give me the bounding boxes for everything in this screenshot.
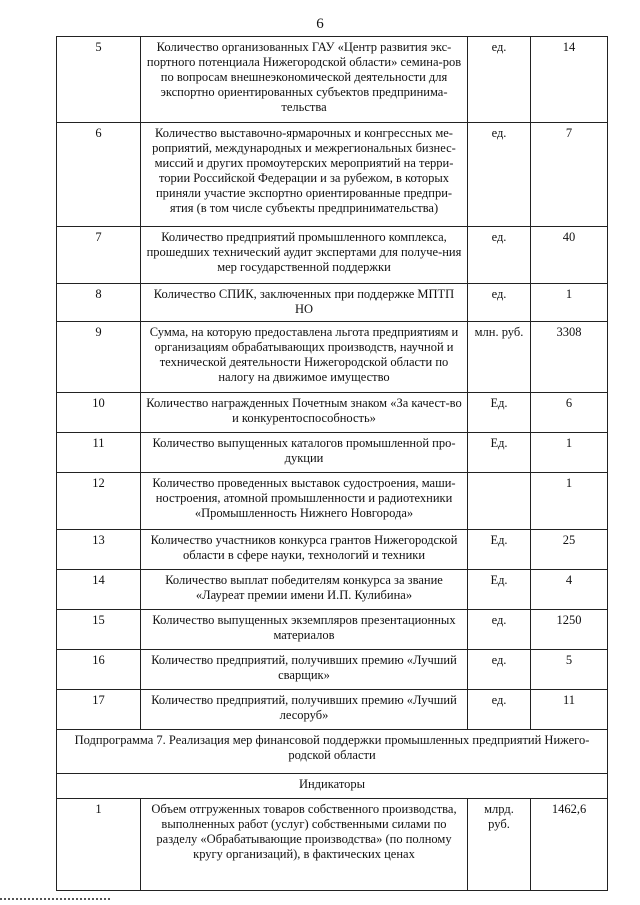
row-number: 16 (57, 650, 141, 690)
table-row (57, 284, 608, 322)
table-row (57, 473, 608, 530)
table-row (57, 123, 608, 227)
row-value: 14 (531, 37, 608, 123)
table-row (57, 393, 608, 433)
table-row (57, 690, 608, 730)
row-unit: ед. (468, 123, 531, 227)
row-description: Количество предприятий промышленного комплекса, прошедших технический аудит экспертами для получе-ния мер государственной поддержки (141, 227, 468, 284)
row-number: 6 (57, 123, 141, 227)
row-value: 1 (531, 433, 608, 473)
row-description: Количество предприятий, получивших премию «Лучший лесоруб» (141, 690, 468, 730)
row-value: 7 (531, 123, 608, 227)
indicators-label: Индикаторы (57, 774, 608, 799)
subprogram-title: Подпрограмма 7. Реализация мер финансовой поддержки промышленных предприятий Нижего-родской области (57, 730, 608, 774)
row-number: 15 (57, 610, 141, 650)
row-value: 11 (531, 690, 608, 730)
subprogram-row (57, 730, 608, 774)
table-row (57, 227, 608, 284)
row-number: 10 (57, 393, 141, 433)
row-unit: ед. (468, 650, 531, 690)
table-row (57, 799, 608, 891)
row-value: 6 (531, 393, 608, 433)
row-unit: млрд. руб. (468, 799, 531, 891)
row-description: Количество организованных ГАУ «Центр развития экс-портного потенциала Нижегородской области» семина-ров по вопросам внешнеэкономической деятельности для экспортно ориентированных субъектов предпринима-тельства (141, 37, 468, 123)
table-row (57, 610, 608, 650)
row-description: Количество предприятий, получивших премию «Лучший сварщик» (141, 650, 468, 690)
indicators-header-row (57, 774, 608, 799)
row-value: 40 (531, 227, 608, 284)
row-value: 5 (531, 650, 608, 690)
row-description: Сумма, на которую предоставлена льгота предприятиям и организациям обрабатывающих производств, научной и технической деятельности Нижегородской области по налогу на движимое имущество (141, 322, 468, 393)
row-description: Количество выпущенных экземпляров презентационных материалов (141, 610, 468, 650)
table-row (57, 650, 608, 690)
page-number: 6 (316, 16, 324, 32)
row-description: Количество выплат победителям конкурса за звание «Лауреат премии имени И.П. Кулибина» (141, 570, 468, 610)
table-row (57, 433, 608, 473)
row-unit (468, 473, 531, 530)
row-description: Количество награжденных Почетным знаком «За качест-во и конкурентоспособность» (141, 393, 468, 433)
row-unit: Ед. (468, 570, 531, 610)
row-number: 12 (57, 473, 141, 530)
row-number: 1 (57, 799, 141, 891)
row-value: 4 (531, 570, 608, 610)
table-row (57, 570, 608, 610)
row-unit: Ед. (468, 393, 531, 433)
row-unit: ед. (468, 284, 531, 322)
row-number: 7 (57, 227, 141, 284)
row-unit: Ед. (468, 433, 531, 473)
row-unit: млн. руб. (468, 322, 531, 393)
row-description: Количество участников конкурса грантов Нижегородской области в сфере науки, технологий и техники (141, 530, 468, 570)
row-description: Количество выставочно-ярмарочных и конгрессных ме-роприятий, международных и межрегиональных бизнес-миссий и других промоутерских мероприятий на терри-тории Российской Федерации и за рубежом, в которых приняли участие экспортно ориентированные предпри-ятия (в том числе субъекты предпринимательства) (141, 123, 468, 227)
row-unit: ед. (468, 690, 531, 730)
table-row (57, 530, 608, 570)
row-value: 3308 (531, 322, 608, 393)
row-description: Объем отгруженных товаров собственного производства, выполненных работ (услуг) собственными силами по разделу «Обрабатывающие производства» (по полному кругу организаций), в фактических ценах (141, 799, 468, 891)
table-row (57, 37, 608, 123)
row-unit: ед. (468, 37, 531, 123)
scan-edge-mark (0, 898, 110, 903)
row-value: 1250 (531, 610, 608, 650)
indicators-table (56, 36, 608, 891)
row-description: Количество проведенных выставок судостроения, маши-ностроения, атомной промышленности и радиотехники «Промышленность Нижнего Новгорода» (141, 473, 468, 530)
row-number: 8 (57, 284, 141, 322)
row-number: 9 (57, 322, 141, 393)
row-value: 25 (531, 530, 608, 570)
table-row (57, 322, 608, 393)
row-unit: Ед. (468, 530, 531, 570)
row-number: 5 (57, 37, 141, 123)
row-unit: ед. (468, 610, 531, 650)
row-description: Количество выпущенных каталогов промышленной про-дукции (141, 433, 468, 473)
row-number: 14 (57, 570, 141, 610)
row-description: Количество СПИК, заключенных при поддержке МПТП НО (141, 284, 468, 322)
row-number: 11 (57, 433, 141, 473)
row-value: 1 (531, 284, 608, 322)
row-value: 1 (531, 473, 608, 530)
row-number: 13 (57, 530, 141, 570)
row-value: 1462,6 (531, 799, 608, 891)
row-unit: ед. (468, 227, 531, 284)
row-number: 17 (57, 690, 141, 730)
